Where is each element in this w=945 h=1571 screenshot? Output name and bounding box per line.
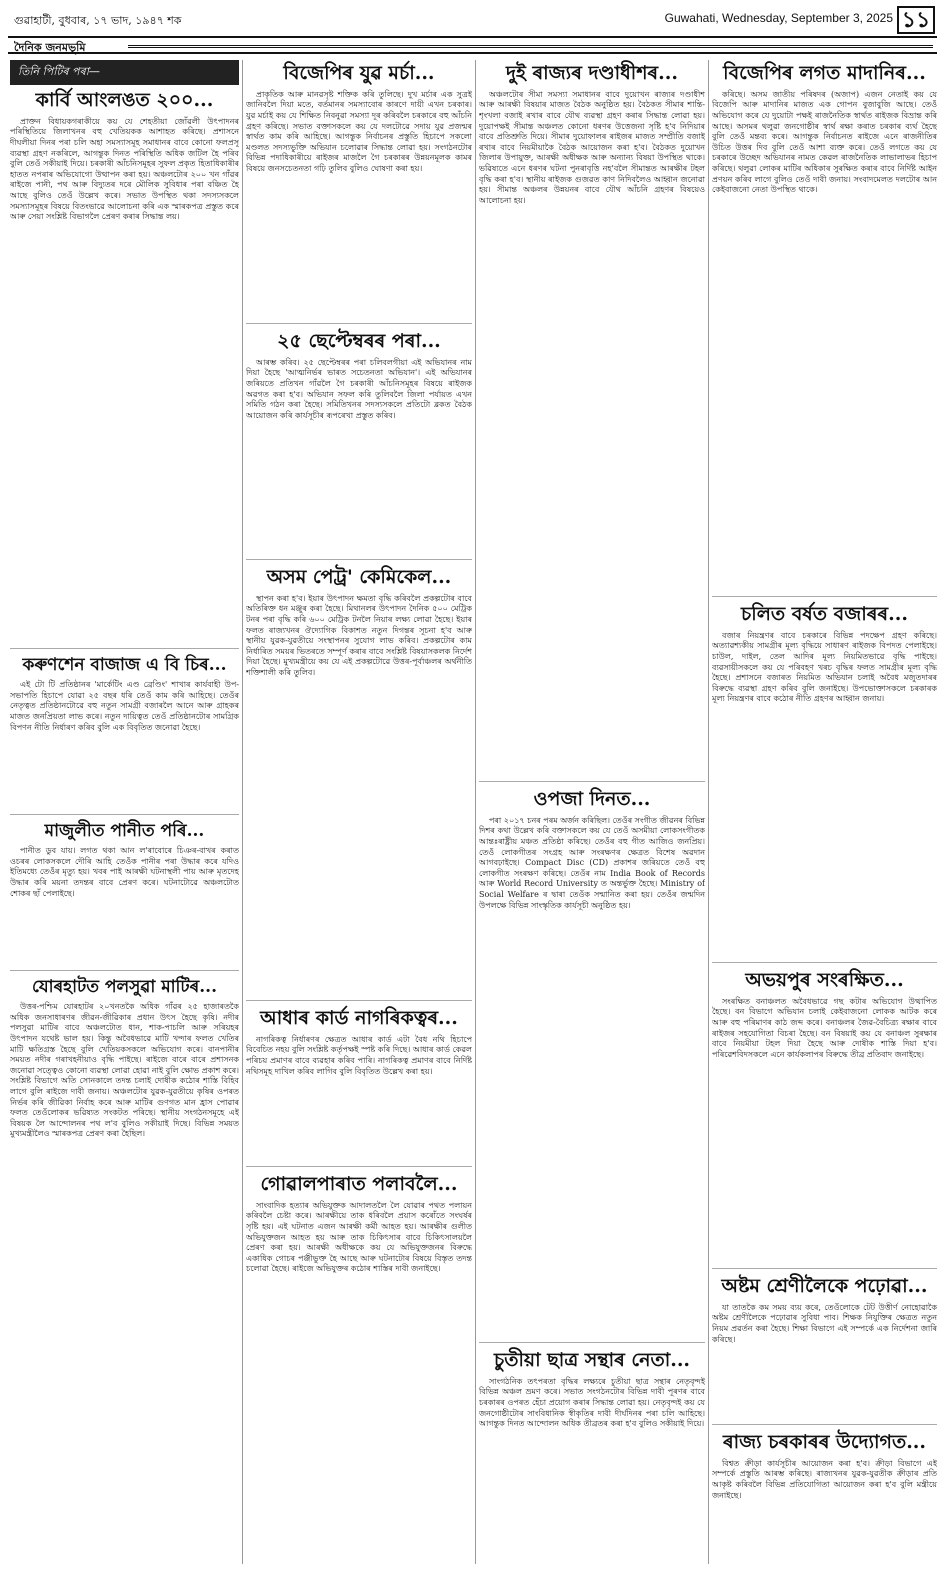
story-karunshen bbox=[10, 655, 239, 815]
headline: মাজুলীত পানীত পৰি... bbox=[44, 821, 205, 841]
story-petro bbox=[246, 566, 472, 1001]
story-opaja bbox=[479, 788, 705, 1343]
story-jorhat bbox=[10, 977, 239, 1564]
headline: যোৰহাটত পলসুৱা মাটিৰ... bbox=[31, 977, 218, 997]
column-divider bbox=[475, 60, 476, 1564]
column-3 bbox=[479, 60, 705, 1564]
story-bjp-youth bbox=[246, 62, 472, 324]
story-karbi bbox=[10, 89, 239, 649]
masthead bbox=[8, 6, 937, 36]
column-divider bbox=[242, 60, 243, 1564]
headline: অভয়পুৰ সংৰক্ষিত... bbox=[745, 969, 904, 991]
story-class8 bbox=[712, 1275, 937, 1425]
headline: বিজেপিৰ লগত মাদানিৰ... bbox=[723, 62, 926, 84]
headline: আধাৰ কাৰ্ড নাগৰিকত্বৰ... bbox=[260, 1007, 458, 1029]
headline: ওপজা দিনত... bbox=[533, 788, 651, 810]
article-body: প্ৰাক্তন বিধায়কগৰাকীয়ে কয় যে শেহতীয়া জোঁৱলী উৎপাদনৰ পৰিস্থিতিয়ে জিলাখনৰ বহু খেতিয়কক আশাহত কৰিছে। প্ৰশাসনে দীঘলীয়া দিনৰ পৰা চলি অহা সমস্যাসমূহ সমাধানৰ বাবে কোনো ফলপ্ৰসূ ব্যৱস্থা গ্ৰহণ নকৰিলে, আগন্তুক দিনত পৰিস্থিতি অধিক জটিল হৈ পৰিব বুলি তেওঁ সকীয়াই দিয়ে। চৰকাৰী আঁচনিসমূহৰ সুফল প্ৰকৃত হিতাধিকাৰীৰ হাতত নপৰাৰ অভিযোগো উত্থাপন কৰা হয়। অঞ্চলটোৰ ২০০ খন গাঁৱৰ ৰাইজে পানী, পথ আৰু বিদ্যুতৰ দৰে মৌলিক সুবিধাৰ পৰা বঞ্চিত হৈ আছে বুলিও তেওঁ উল্লেখ কৰে। সভাত উপস্থিত থকা সদস্যসকলে সমস্যাসমূহৰ বিষয়ে বিতংভাৱে আলোচনা কৰি এক স্মাৰকপত্ৰ প্ৰস্তুত কৰে আৰু সেয়া সংশ্লিষ্ট বিভাগলৈ প্ৰেৰণ কৰাৰ সিদ্ধান্ত লয়। bbox=[10, 116, 239, 222]
article-body: বজাৰ নিয়ন্ত্ৰণৰ বাবে চৰকাৰে বিভিন্ন পদক্ষেপ গ্ৰহণ কৰিছে। অত্যাৱশ্যকীয় সামগ্ৰীৰ মূল্য বৃদ্ধিয়ে সাধাৰণ ৰাইজক বিপদত পেলাইছে। চাউল, দাইল, তেল আদিৰ মূল্য নিয়মিতভাৱে বৃদ্ধি পাইছে। ব্যৱসায়ীসকলে কয় যে পৰিবহণ খৰচ বৃদ্ধিৰ ফলত সামগ্ৰীৰ মূল্য বৃদ্ধি হৈছে। প্ৰশাসনে বজাৰত নিয়মিত অভিযান চলাই অবৈধ মজুতদাৰৰ বিৰুদ্ধে ব্যৱস্থা গ্ৰহণ কৰিব বুলি জনাইছে। উপভোক্তাসকলে চৰকাৰক মূল্য নিয়ন্ত্ৰণৰ বাবে কঠোৰ নীতি গ্ৰহণৰ আহ্বান জনায়। bbox=[712, 630, 937, 704]
article-body: অঞ্চলটোৰ সীমা সমস্যা সমাধানৰ বাবে দুয়োখন ৰাজ্যৰ দণ্ডাধীশ আৰু আৰক্ষী বিষয়াৰ মাজত বৈঠক অনুষ্ঠিত হয়। বৈঠকত সীমাৰ শান্তি-শৃংখলা বজাই ৰখাৰ বাবে যৌথ ব্যৱস্থা গ্ৰহণ কৰাৰ সিদ্ধান্ত লোৱা হয়। দুয়োপক্ষই সীমান্ত অঞ্চলত কোনো ধৰণৰ উত্তেজনা সৃষ্টি হ'ব নিদিয়াৰ বাবে প্ৰতিশ্ৰুতি দিয়ে। সীমাৰ দুয়োফালৰ ৰাইজৰ মাজত সম্প্ৰীতি বজাই ৰখাৰ বাবে নিয়মীয়াকৈ বৈঠক আয়োজন কৰা হ'ব। বৈঠকত দুয়োখন জিলাৰ উপায়ুক্ত, আৰক্ষী অধীক্ষক আৰু অন্যান্য বিষয়া উপস্থিত থাকে। ভৱিষ্যতে এনে ধৰণৰ ঘটনা পুনৰাবৃত্তি নহ'বলৈ সীমান্তত আৰক্ষীৰ টহল বৃদ্ধি কৰা হ'ব। স্থানীয় ৰাইজক গুজৱত কাণ নিদিবলৈও আহ্বান জনোৱা হয়। সীমান্ত অঞ্চলৰ উন্নয়নৰ বাবে যৌথ আঁচনি গ্ৰহণৰ বিষয়েও আলোচনা হয়। bbox=[479, 89, 705, 205]
story-two-states bbox=[479, 62, 705, 782]
headline: দুই ৰাজ্যৰ দণ্ডাধীশৰ... bbox=[506, 62, 678, 84]
story-aadhaar bbox=[246, 1007, 472, 1167]
story-market bbox=[712, 603, 937, 963]
story-sept25 bbox=[246, 330, 472, 560]
article-body: কৰিছে। অসম জাতীয় পৰিষদৰ (অজাপ) এজন নেতাই কয় যে বিজেপি আৰু মাদানিৰ মাজত এক গোপন বুজাবুজি আছে। তেওঁ অভিযোগ কৰে যে দুয়োটা পক্ষই ৰাজনৈতিক স্বাৰ্থত ৰাইজক বিভ্ৰান্ত কৰি আছে। অসমৰ থলুৱা জনগোষ্ঠীৰ স্বাৰ্থ ৰক্ষা কৰাত চৰকাৰ ব্যৰ্থ হৈছে বুলি তেওঁ মন্তব্য কৰে। আগন্তুক নিৰ্বাচনত ৰাইজে এনে ৰাজনীতিৰ উচিত উত্তৰ দিব বুলি তেওঁ আশা ব্যক্ত কৰে। তেওঁ লগতে কয় যে চৰকাৰে উচ্ছেদ অভিযানৰ নামত কেৱল ৰাজনৈতিক লাভালাভৰ হিচাপ কৰিছে। থলুৱা লোকৰ মাটিৰ অধিকাৰ সুৰক্ষিত কৰাৰ বাবে নিৰ্দিষ্ট আইন প্ৰণয়ন কৰিব লাগে বুলিও তেওঁ দাবী জনায়। সংবাদমেলত দলটোৰ আন কেইবাজনো নেতা উপস্থিত থাকে। bbox=[712, 89, 937, 195]
headline: ২৫ ছেপ্টেম্বৰৰ পৰা... bbox=[277, 330, 441, 352]
dateline-assamese: গুৱাহাটী, বুধবাৰ, ১৭ ভাদ, ১৯৪৭ শক bbox=[14, 14, 182, 27]
article-body: পৰা ২০১৭ চনৰ পৰম অৰ্জন কৰিছিল। তেওঁৰ সংগীত জীৱনৰ বিভিন্ন দিশৰ কথা উল্লেখ কৰি বক্তাসকলে কয় যে তেওঁ অসমীয়া লোকসংগীতক আন্তঃৰাষ্ট্ৰীয় মঞ্চত প্ৰতিষ্ঠা কৰিছে। তেওঁৰ বহু গীত আজিও জনপ্ৰিয়। তেওঁ লোকগীতৰ সংগ্ৰহ আৰু সংৰক্ষণৰ ক্ষেত্ৰত বিশেষ অৱদান আগবঢ়াইছে। Compact Disc (CD) প্ৰকাশৰ জৰিয়তে তেওঁ বহু লোকগীত সংৰক্ষণ কৰিছে। তেওঁৰ নাম India Book of Records আৰু World Record University ত অন্তৰ্ভুক্ত হৈছে। Ministry of Social Welfare ৰ দ্বাৰা তেওঁক সন্মানিত কৰা হয়। তেওঁৰ জন্মদিন উপলক্ষে বিভিন্ন সাংস্কৃতিক কাৰ্যসূচী অনুষ্ঠিত হয়। bbox=[479, 815, 705, 910]
brand-bar bbox=[8, 36, 937, 54]
article-body: পানীত ডুব যায়। লগত থকা আন ল'ৰাবোৰে চিঞৰ-বাখৰ কৰাত ওচৰৰ লোকসকলে দৌৰি আহি তেওঁক পানীৰ পৰা উদ্ধাৰ কৰে যদিও ইতিমধ্যে তেওঁৰ মৃত্যু হয়। খবৰ পাই আৰক্ষী ঘটনাস্থলী পায় আৰু মৃতদেহ উদ্ধাৰ কৰি ময়না তদন্তৰ বাবে প্ৰেৰণ কৰে। ঘটনাটোৱে অঞ্চলটোত শোকৰ ছাঁ পেলাইছে। bbox=[10, 846, 239, 898]
article-body: উত্তৰ-পশ্চিম যোৰহাটৰ ২০খনতকৈ অধিক গাঁৱৰ ২৫ হাজাৰতকৈ অধিক জনসাধাৰণৰ জীৱন-জীৱিকাৰ প্ৰধান উৎস হৈছে কৃষি। নদীৰ পলসুৱা মাটিৰ বাবে অঞ্চলটোত ধান, শাক-পাচলি আৰু সৰিয়হৰ উৎপাদন যথেষ্ট ভাল হয়। কিন্তু অবৈধভাৱে মাটি খন্দাৰ ফলত খেতিৰ মাটি ক্ষতিগ্ৰস্ত হৈছে বুলি খেতিয়কসকলে অভিযোগ কৰে। বানপানীৰ সময়ত নদীৰ গৰাখহনীয়াও বৃদ্ধি পাইছে। ৰাইজে বাৰে বাৰে প্ৰশাসনক জনোৱা সত্ত্বেও কোনো ব্যৱস্থা লোৱা হোৱা নাই বুলি ক্ষোভ প্ৰকাশ কৰে। সংশ্লিষ্ট বিভাগে অতি সোনকালে তদন্ত চলাই দোষীক কঠোৰ শাস্তি বিহিব লাগে বুলি ৰাইজে দাবী জনায়। অঞ্চলটোৰ যুৱক-যুৱতীয়ে কৃষিৰ ওপৰত নিৰ্ভৰ কৰি জীৱিকা নিৰ্বাহ কৰে আৰু মাটিৰ গুণগত মান হ্ৰাস পোৱাৰ ফলত তেওঁলোকৰ ভৱিষ্যত সংকটত পৰিছে। স্থানীয় সংগঠনসমূহে এই বিষয়ক লৈ আন্দোলনৰ পথ ল'ব বুলিও সকীয়াই দিছে। বিভিন্ন সময়ত মুখ্যমন্ত্ৰীলৈও স্মাৰকপত্ৰ প্ৰেৰণ কৰা হৈছিল। bbox=[10, 1002, 239, 1139]
headline: চলিত বৰ্ষত বজাৰৰ... bbox=[741, 603, 908, 625]
headline: বিজেপিৰ যুৱ মৰ্চা... bbox=[283, 62, 435, 84]
story-bjp-madani bbox=[712, 62, 937, 597]
headline: অষ্টম শ্ৰেণীলৈকে পঢ়োৱা... bbox=[721, 1275, 928, 1297]
article-body: এই টো টি প্ৰতিষ্ঠানৰ 'মাৰ্কেটিং এণ্ড ব্ৰেণ্ডিং' শাখাৰ কাৰ্যবাহী উপ-সভাপতি হিচাপে যোৱা ২৫ বছৰ ধৰি তেওঁ কাম কৰি আহিছে। তেওঁৰ নেতৃত্বত প্ৰতিষ্ঠানটোৱে বহু নতুন সামগ্ৰী বজাৰলৈ আনে আৰু গ্ৰাহকৰ মাজত জনপ্ৰিয়তা লাভ কৰে। নতুন দায়িত্বত তেওঁ প্ৰতিষ্ঠানটোৰ সামগ্ৰিক বিপণন নীতি নিৰ্ধাৰণ কৰিব বুলি এক বিবৃতিত জনোৱা হৈছে। bbox=[10, 680, 239, 732]
article-body: প্ৰাকৃতিক আৰু মানৱসৃষ্ট শক্তিক কৰি তুলিছে। দুখ মৰ্চাৰ এক সুত্ৰই জানিবলৈ দিয়া মতে, বৰ্তমানৰ সমস্যাবোৰ কাৰণে দায়ী এখন চৰকাৰ। যুৱ মৰ্চাই কয় যে শিক্ষিত নিবনুৱা সমস্যা দূৰ কৰিবলৈ চৰকাৰে বহু আঁচনি গ্ৰহণ কৰিছে। সভাত বক্তাসকলে কয় যে দলটোৱে সদায় যুৱ প্ৰজন্মৰ স্বাৰ্থত কাম কৰি আহিছে। আগন্তুক নিৰ্বাচনৰ প্ৰস্তুতি হিচাপে সকলো মণ্ডলত সদস্যভুক্তি অভিযান চলোৱাৰ সিদ্ধান্ত লোৱা হয়। সংগঠনটোৰ বিভিন্ন পদাধিকাৰীয়ে ৰাইজৰ মাজলৈ গৈ চৰকাৰৰ উন্নয়নমূলক কামৰ বিষয়ে জনসচেতনতা গঢ়ি তুলিব বুলিও ঘোষণা কৰা হয়। bbox=[246, 89, 472, 173]
column-divider bbox=[708, 60, 709, 1564]
headline: কাৰ্বি আংলঙত ২০০... bbox=[35, 89, 214, 111]
headline: অসম পেট্ৰ' কেমিকেল... bbox=[266, 566, 452, 588]
article-body: সাংগঠনিক তৎপৰতা বৃদ্ধিৰ লক্ষ্যৰে চুতীয়া ছাত্ৰ সন্থাৰ নেতৃবৃন্দই বিভিন্ন অঞ্চল ভ্ৰমণ কৰে। সভাত সংগঠনটোৰ বিভিন্ন দাবী পূৰণৰ বাবে চৰকাৰৰ ওপৰত হেঁচা প্ৰয়োগ কৰাৰ সিদ্ধান্ত লোৱা হয়। নেতৃবৃন্দই কয় যে জনগোষ্ঠীটোৰ সাংবিধানিক স্বীকৃতিৰ দাবী দীৰ্ঘদিনৰ পৰা চলি আহিছে। আগন্তুক দিনত আন্দোলন অধিক তীব্ৰতৰ কৰা হ'ব বুলিও সকীয়াই দিয়ে। bbox=[479, 1376, 705, 1429]
story-goalpara bbox=[246, 1173, 472, 1564]
headline: চুতীয়া ছাত্ৰ সন্থাৰ নেতা... bbox=[493, 1349, 691, 1371]
headline: কৰুণশেন বাজাজ এ বি চিৰ... bbox=[22, 655, 227, 675]
column-2 bbox=[246, 60, 472, 1564]
article-body: আৰম্ভ কৰিব। ২৫ ছেপ্টেম্বৰৰ পৰা চলিবলগীয়া এই অভিযানৰ নাম দিয়া হৈছে 'আত্মনিৰ্ভৰ ভাৰত সচেতনতা অভিযান'। এই অভিযানৰ জৰিয়তে প্ৰতিখন গাঁৱলৈ গৈ চৰকাৰী আঁচনিসমূহৰ বিষয়ে ৰাইজক অৱগত কৰা হ'ব। অভিযান সফল কৰি তুলিবলৈ জিলা পৰ্যায়ত এখন সমিতি গঠন কৰা হৈছে। সমিতিখনৰ সদস্যসকলে প্ৰতিটো ব্লকত বৈঠক আয়োজন কৰি কাৰ্যসূচীৰ ৰূপৰেখা প্ৰস্তুত কৰিব। bbox=[246, 357, 472, 420]
continued-kicker: তিনি পিটিৰ পৰা— bbox=[10, 60, 239, 85]
article-body: নাগৰিকত্ব নিৰ্ধাৰণৰ ক্ষেত্ৰত আধাৰ কাৰ্ড এটা বৈধ নথি হিচাপে বিবেচিত নহয় বুলি সংশ্লিষ্ট কৰ্তৃপক্ষই স্পষ্ট কৰি দিছে। আধাৰ কাৰ্ড কেৱল পৰিচয় প্ৰমাণৰ বাবে ব্যৱহাৰ কৰিব পাৰি। নাগৰিকত্ব প্ৰমাণৰ বাবে নিৰ্দিষ্ট নথিসমূহ দাখিল কৰিব লাগিব বুলি বিবৃতিত উল্লেখ কৰা হয়। bbox=[246, 1034, 472, 1076]
article-body: সাংবাদিক হত্যাৰ অভিযুক্তক আদালতলৈ লৈ যোৱাৰ পথত পলায়ন কৰিবলৈ চেষ্টা কৰে। আৰক্ষীয়ে তাক ধৰিবলৈ প্ৰয়াস কৰোঁতে সংঘৰ্ষৰ সৃষ্টি হয়। এই ঘটনাত এজন আৰক্ষী কৰ্মী আহত হয়। আৰক্ষীৰ গুলীত অভিযুক্তজন আহত হয় আৰু তাক চিকিৎসাৰ বাবে চিকিৎসালয়লৈ প্ৰেৰণ কৰা হয়। আৰক্ষী অধীক্ষকে কয় যে অভিযুক্তজনৰ বিৰুদ্ধে একাধিক গোচৰ পঞ্জীভুক্ত হৈ আছে আৰু ঘটনাটোৰ বিষয়ে বিস্তৃত তদন্ত চলোৱা হৈছে। ৰাইজে অভিযুক্তৰ কঠোৰ শাস্তিৰ দাবী জনাইছে। bbox=[246, 1200, 472, 1274]
brand-rule bbox=[128, 45, 933, 48]
story-abhayapur bbox=[712, 969, 937, 1269]
story-majuli bbox=[10, 821, 239, 971]
story-state-govt bbox=[712, 1431, 937, 1564]
article-body: বিশ্বত ক্ৰীড়া কাৰ্যসূচীৰ আয়োজন কৰা হ'ব। ক্ৰীড়া বিভাগে এই সম্পৰ্কে প্ৰস্তুতি আৰম্ভ কৰিছে। ৰাজ্যখনৰ যুৱক-যুৱতীক ক্ৰীড়াৰ প্ৰতি আকৃষ্ট কৰিবলৈ বিভিন্ন প্ৰতিযোগিতা আয়োজন কৰা হ'ব বুলি মন্ত্ৰীয়ে জনাইছে। bbox=[712, 1458, 937, 1500]
page-number: ১১ bbox=[897, 6, 935, 34]
column-4 bbox=[712, 60, 937, 1564]
article-body: স্থাপন কৰা হ'ব। ইয়াৰ উৎপাদন ক্ষমতা বৃদ্ধি কৰিবলৈ প্ৰকল্পটোৰ বাবে অতিৰিক্ত ধন মঞ্জুৰ কৰা হৈছে। মিথানলৰ উৎপাদন দৈনিক ৫০০ মেট্ৰিক টনৰ পৰা বৃদ্ধি কৰি ৬০০ মেট্ৰিক টনলৈ নিয়াৰ লক্ষ্য লোৱা হৈছে। ইয়াৰ ফলত ৰাজ্যখনৰ ঔদ্যোগিক বিকাশত নতুন দিগন্তৰ সূচনা হ'ব আৰু স্থানীয় যুৱক-যুৱতীয়ে সংস্থাপনৰ সুযোগ লাভ কৰিব। প্ৰকল্পটোৰ কাম নিৰ্ধাৰিত সময়ৰ ভিতৰতে সম্পূৰ্ণ কৰাৰ বাবে সংশ্লিষ্ট বিষয়াসকলক নিৰ্দেশ দিয়া হৈছে। মুখ্যমন্ত্ৰীয়ে কয় যে এই প্ৰকল্পটোৱে উত্তৰ-পূৰ্বাঞ্চলৰ অৰ্থনীতি শক্তিশালী কৰি তুলিব। bbox=[246, 593, 472, 677]
article-body: যা তাতকৈ কম সময় ব্যয় কৰে, তেওঁলোকে টেট উত্তীৰ্ণ নোহোৱাকৈ অষ্টম শ্ৰেণীলৈকে পঢ়োৱাৰ সুবিধা পাব। শিক্ষক নিযুক্তিৰ ক্ষেত্ৰত নতুন নিয়ম প্ৰৱৰ্তন কৰা হৈছে। শিক্ষা বিভাগে এই সম্পৰ্কে এক নিৰ্দেশনা জাৰি কৰিছে। bbox=[712, 1302, 937, 1344]
article-body: সংৰক্ষিত বনাঞ্চলত অবৈধভাৱে গছ কটাৰ অভিযোগ উত্থাপিত হৈছে। বন বিভাগে অভিযান চলাই কেইবাজনো লোকক আটক কৰে আৰু বহু পৰিমাণৰ কাঠ জব্দ কৰে। বনাঞ্চলৰ জৈৱ-বৈচিত্ৰ্য ৰক্ষাৰ বাবে ৰাইজৰ সহযোগিতা বিচৰা হৈছে। বন বিষয়াই কয় যে বনাঞ্চল সুৰক্ষাৰ বাবে নিয়মীয়া টহল দিয়া হৈছে আৰু দোষীক শাস্তি দিয়া হ'ব। পৰিৱেশবিদসকলে এনে কাৰ্যকলাপৰ বিৰুদ্ধে তীব্ৰ প্ৰতিবাদ জনাইছে। bbox=[712, 996, 937, 1059]
newspaper-name: দৈনিক জনমভূমি bbox=[14, 41, 86, 54]
headline: গোৱালপাৰাত পলাবলৈ... bbox=[260, 1173, 458, 1195]
headline: ৰাজ্য চৰকাৰৰ উদ্যোগত... bbox=[722, 1431, 927, 1453]
story-third-student bbox=[479, 1349, 705, 1559]
column-1 bbox=[10, 60, 239, 1564]
dateline-english: Guwahati, Wednesday, September 3, 2025 bbox=[664, 11, 893, 25]
